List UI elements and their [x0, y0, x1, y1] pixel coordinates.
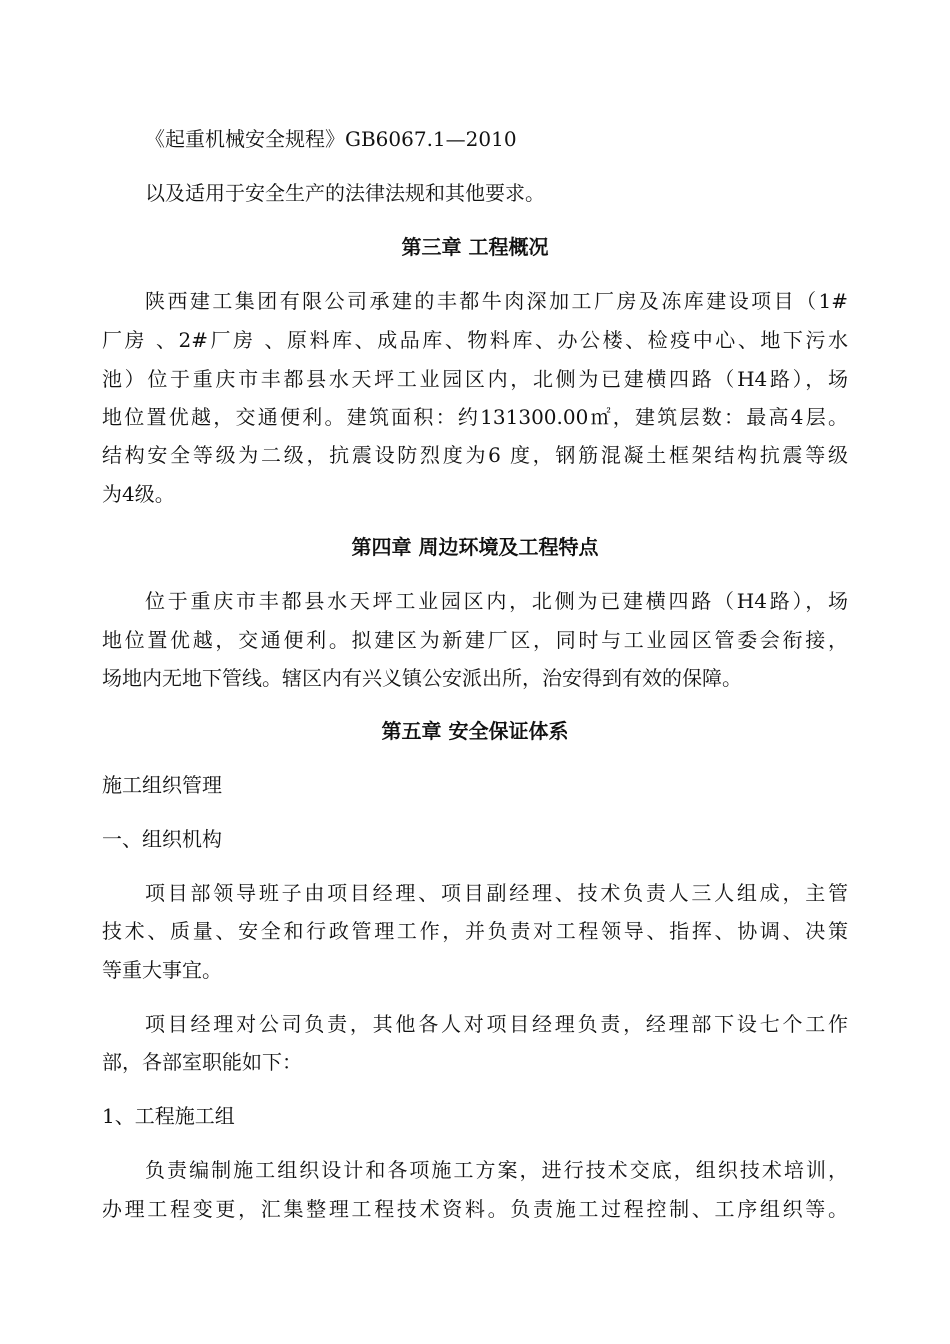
paragraph-line: 技术、质量、安全和行政管理工作，并负责对工程领导、指挥、协调、决策 [102, 919, 848, 943]
paragraph-line: 地位置优越，交通便利。拟建区为新建厂区，同时与工业园区管委会衔接， [102, 628, 848, 652]
paragraph-line: 项目经理对公司负责，其他各人对项目经理负责，经理部下设七个工作 [145, 1012, 848, 1036]
paragraph-line: 项目部领导班子由项目经理、项目副经理、技术负责人三人组成，主管 [145, 881, 848, 905]
chapter-5-heading: 第五章 安全保证体系 [381, 719, 569, 743]
paragraph-line: 位于重庆市丰都县水天坪工业园区内，北侧为已建横四路（H4路），场 [145, 589, 848, 613]
paragraph-line: 厂房 、2#厂房 、原料库、成品库、物料库、办公楼、检疫中心、地下污水 [102, 328, 848, 352]
paragraph-line: 部，各部室职能如下： [102, 1050, 302, 1074]
paragraph-line: 池）位于重庆市丰都县水天坪工业园区内，北侧为已建横四路（H4路），场 [102, 367, 848, 391]
paragraph-line: 地位置优越，交通便利。建筑面积：约131300.00㎡，建筑层数：最高4层。 [102, 405, 848, 429]
reference-line: 以及适用于安全生产的法律法规和其他要求。 [145, 181, 545, 205]
chapter-3-heading: 第三章 工程概况 [401, 235, 549, 259]
section-heading: 一、组织机构 [102, 827, 222, 851]
paragraph-line: 负责编制施工组织设计和各项施工方案，进行技术交底，组织技术培训， [145, 1158, 848, 1182]
reference-line: 《起重机械安全规程》GB6067.1—2010 [145, 127, 517, 151]
section-heading: 施工组织管理 [102, 773, 222, 797]
paragraph-line: 等重大事宜。 [102, 958, 222, 982]
paragraph-line: 为4级。 [102, 482, 175, 506]
section-heading: 1、工程施工组 [102, 1104, 235, 1128]
paragraph-line: 结构安全等级为二级，抗震设防烈度为6 度，钢筋混凝土框架结构抗震等级 [102, 443, 848, 467]
chapter-4-heading: 第四章 周边环境及工程特点 [351, 535, 599, 559]
paragraph-line: 陕西建工集团有限公司承建的丰都牛肉深加工厂房及冻库建设项目（1# [145, 289, 848, 313]
paragraph-line: 场地内无地下管线。辖区内有兴义镇公安派出所，治安得到有效的保障。 [102, 666, 742, 690]
paragraph-line: 办理工程变更，汇集整理工程技术资料。负责施工过程控制、工序组织等。 [102, 1197, 848, 1221]
